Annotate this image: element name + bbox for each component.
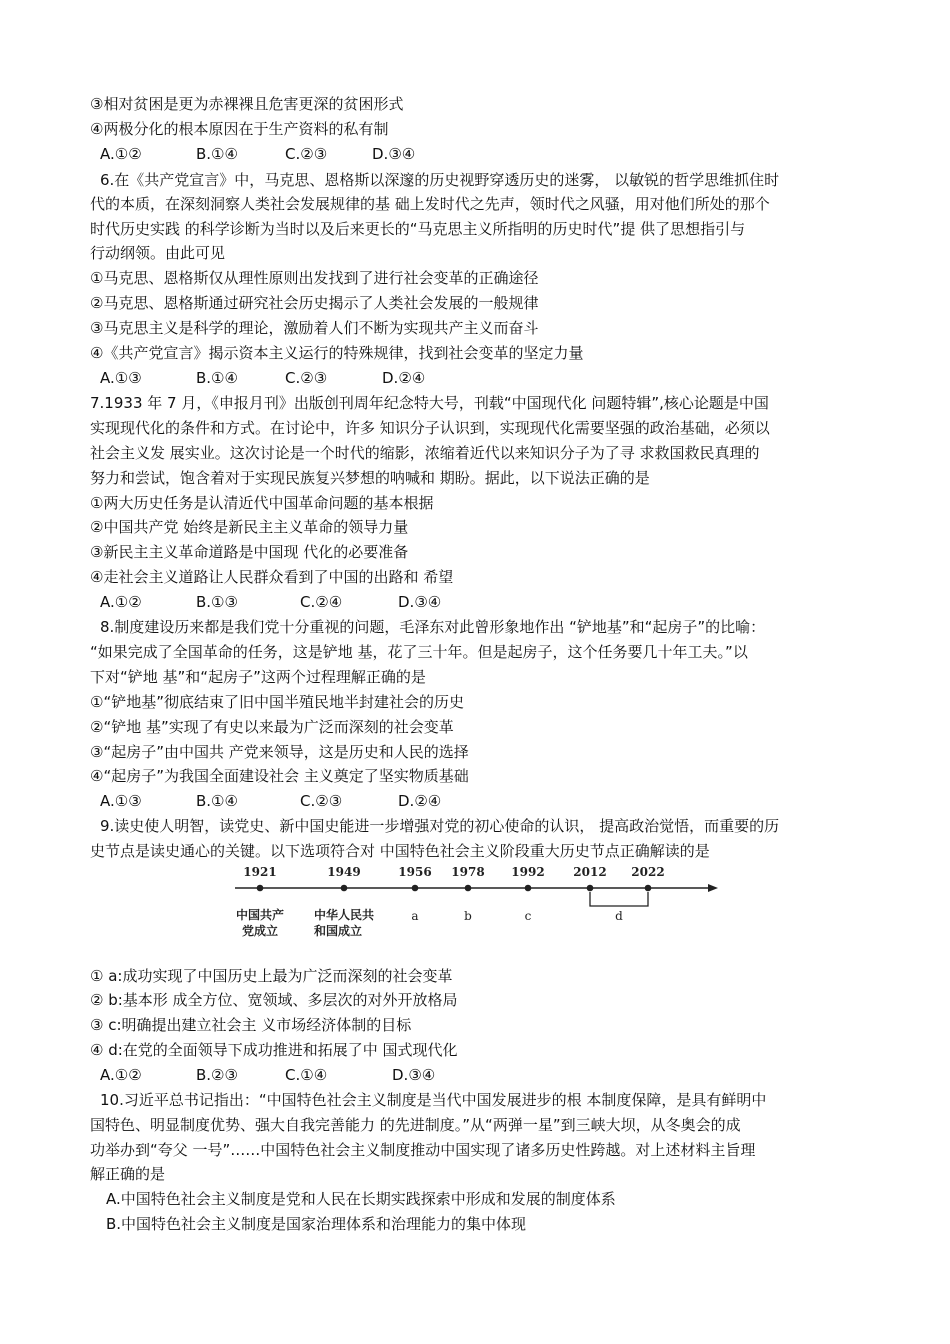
bracket-d xyxy=(590,892,648,906)
year-1956: 1956 xyxy=(398,865,432,879)
q7-statement-4: ④走社会主义道路让人民群众看到了中国的出路和 希望 xyxy=(90,568,454,586)
q5-statement-3: ③相对贫困是更为赤裸裸且危害更深的贫困形式 xyxy=(90,95,404,113)
label-1949-line-2: 和国成立 xyxy=(313,924,363,938)
timeline-dot-2012 xyxy=(587,885,594,892)
year-1949: 1949 xyxy=(327,865,361,879)
timeline-dot-1956 xyxy=(412,885,419,892)
timeline-arrowhead xyxy=(708,884,718,892)
q7-stem-line-3: 社会主义发 展实业。这次讨论是一个时代的缩影，浓缩着近代以来知识分子为了寻 求救国救民真理的 xyxy=(90,444,760,462)
q6-stem-line-3: 时代历史实践 的科学诊断为当时以及后来更长的“马克思主义所指明的历史时代”提 供了思想指引与 xyxy=(90,220,746,238)
q10-stem-line-1: 10.习近平总书记指出：“中国特色社会主义制度是当代中国发展进步的根 本制度保障，是具有鲜明中 xyxy=(100,1091,767,1109)
q8-statement-4: ④“起房子”为我国全面建设社会 主义奠定了坚实物质基础 xyxy=(90,767,469,785)
q8-statement-3: ③“起房子”由中国共 产党来领导，这是历史和人民的选择 xyxy=(90,743,469,761)
q7-stem-line-1: 7.1933 年 7 月，《申报月刊》出版创刊周年纪念特大号，刊载“中国现代化 问题特辑”,核心论题是中国 xyxy=(90,394,769,412)
q7-statement-2: ②中国共产党 始终是新民主主义革命的领导力量 xyxy=(90,518,409,536)
option-a: A.①② xyxy=(100,145,142,163)
q10-stem-line-2: 国特色、明显制度优势、强大自我完善能力 的先进制度。”从“两弹一星”到三峡大坝，从冬奥会的成 xyxy=(90,1116,741,1134)
label-1921-line-1: 中国共产 xyxy=(235,908,285,922)
q6-stem-line-2: 代的本质，在深刻洞察人类社会发展规律的基 础上发时代之先声，领时代之风骚，用对他们所处的那个 xyxy=(90,195,770,213)
q9-statement-3: ③ c:明确提出建立社会主 义市场经济体制的目标 xyxy=(90,1016,412,1034)
q5-statement-4: ④两极分化的根本原因在于生产资料的私有制 xyxy=(90,120,389,138)
q9-stem-line-1: 9.读史使人明智，读党史、新中国史能进一步增强对党的初心使命的认识， 提高政治觉悟，而重要的历 xyxy=(100,817,780,835)
q6-stem-line-1: 6.在《共产党宣言》中，马克思、恩格斯以深邃的历史视野穿透历史的迷雾， 以敏锐的哲学思维抓住时 xyxy=(100,171,780,189)
timeline-dot-1921 xyxy=(257,885,264,892)
label-1949-line-1: 中华人民共 xyxy=(313,908,375,922)
option-d: D.③④ xyxy=(398,593,442,611)
marker-c: c xyxy=(524,909,532,923)
q6-statement-3: ③马克思主义是科学的理论，激励着人们不断为实现共产主义而奋斗 xyxy=(90,319,539,337)
q9-statement-1: ① a:成功实现了中国历史上最为广泛而深刻的社会变革 xyxy=(90,967,453,985)
option-c: C.②③ xyxy=(285,369,328,387)
option-c: C.①④ xyxy=(285,1066,328,1084)
q10-option-b: B.中国特色社会主义制度是国家治理体系和治理能力的集中体现 xyxy=(106,1215,527,1233)
option-d: D.②④ xyxy=(398,792,442,810)
q8-stem-line-2: “如果完成了全国革命的任务，这是铲地 基，花了三十年。但是起房子，这个任务要几十年工夫。”以 xyxy=(90,643,748,661)
option-d: D.③④ xyxy=(372,145,416,163)
q7-statement-1: ①两大历史任务是认清近代中国革命问题的基本根据 xyxy=(90,494,434,512)
marker-d: d xyxy=(615,909,623,923)
option-b: B.①③ xyxy=(196,593,238,611)
q9-statement-4: ④ d:在党的全面领导下成功推进和拓展了中 国式现代化 xyxy=(90,1041,458,1059)
option-b: B.①④ xyxy=(196,369,238,387)
option-b: B.①④ xyxy=(196,792,238,810)
q8-statement-1: ①“铲地基”彻底结束了旧中国半殖民地半封建社会的历史 xyxy=(90,693,464,711)
q9-statement-2: ② b:基本形 成全方位、宽领域、多层次的对外开放格局 xyxy=(90,991,458,1009)
q9-stem-line-2: 史节点是读史通心的关键。以下选项符合对 中国特色社会主义阶段重大历史节点正确解读的是 xyxy=(90,842,710,860)
option-d: D.②④ xyxy=(382,369,426,387)
q6-statement-2: ②马克思、恩格斯通过研究社会历史揭示了人类社会发展的一般规律 xyxy=(90,294,539,312)
timeline-dot-1978 xyxy=(465,885,472,892)
option-c: C.②③ xyxy=(285,145,328,163)
q7-statement-3: ③新民主主义革命道路是中国现 代化的必要准备 xyxy=(90,543,409,561)
timeline-dot-2022 xyxy=(645,885,652,892)
option-c: C.②③ xyxy=(300,792,343,810)
q7-stem-line-2: 实现现代化的条件和方式。在讨论中，许多 知识分子认识到，实现现代化需要坚强的政治基础，必须以 xyxy=(90,419,770,437)
q10-option-a: A.中国特色社会主义制度是党和人民在长期实践探索中形成和发展的制度体系 xyxy=(106,1190,616,1208)
q8-statement-2: ②“铲地 基”实现了有史以来最为广泛而深刻的社会变革 xyxy=(90,718,454,736)
q6-statement-4: ④《共产党宣言》揭示资本主义运行的特殊规律，找到社会变革的坚定力量 xyxy=(90,344,584,362)
option-a: A.①③ xyxy=(100,369,142,387)
option-a: A.①③ xyxy=(100,792,142,810)
year-1978: 1978 xyxy=(451,865,485,879)
timeline-dot-1949 xyxy=(341,885,348,892)
year-1992: 1992 xyxy=(511,865,545,879)
q6-stem-line-4: 行动纲领。由此可见 xyxy=(90,244,226,262)
option-a: A.①② xyxy=(100,1066,142,1084)
year-2022: 2022 xyxy=(631,865,665,879)
q8-stem-line-3: 下对“铲地 基”和“起房子”这两个过程理解正确的是 xyxy=(90,668,426,686)
timeline-dot-1992 xyxy=(525,885,532,892)
option-a: A.①② xyxy=(100,593,142,611)
year-1921: 1921 xyxy=(243,865,277,879)
option-d: D.③④ xyxy=(392,1066,436,1084)
option-b: B.②③ xyxy=(196,1066,238,1084)
option-b: B.①④ xyxy=(196,145,238,163)
year-2012: 2012 xyxy=(573,865,607,879)
history-timeline xyxy=(230,858,720,948)
q10-stem-line-3: 功举办到“夸父 一号”……中国特色社会主义制度推动中国实现了诸多历史性跨越。对上述材料主旨理 xyxy=(90,1141,756,1159)
marker-a: a xyxy=(411,909,419,923)
q10-stem-line-4: 解正确的是 xyxy=(90,1165,166,1183)
marker-b: b xyxy=(464,909,472,923)
option-c: C.②④ xyxy=(300,593,343,611)
q6-statement-1: ①马克思、恩格斯仅从理性原则出发找到了进行社会变革的正确途径 xyxy=(90,269,539,287)
label-1921-line-2: 党成立 xyxy=(241,924,279,938)
q7-stem-line-4: 努力和尝试，饱含着对于实现民族复兴梦想的呐喊和 期盼。据此，以下说法正确的是 xyxy=(90,469,650,487)
q8-stem-line-1: 8.制度建设历来都是我们党十分重视的问题，毛泽东对此曾形象地作出 “铲地基”和“起房子”的比喻： xyxy=(100,618,766,636)
